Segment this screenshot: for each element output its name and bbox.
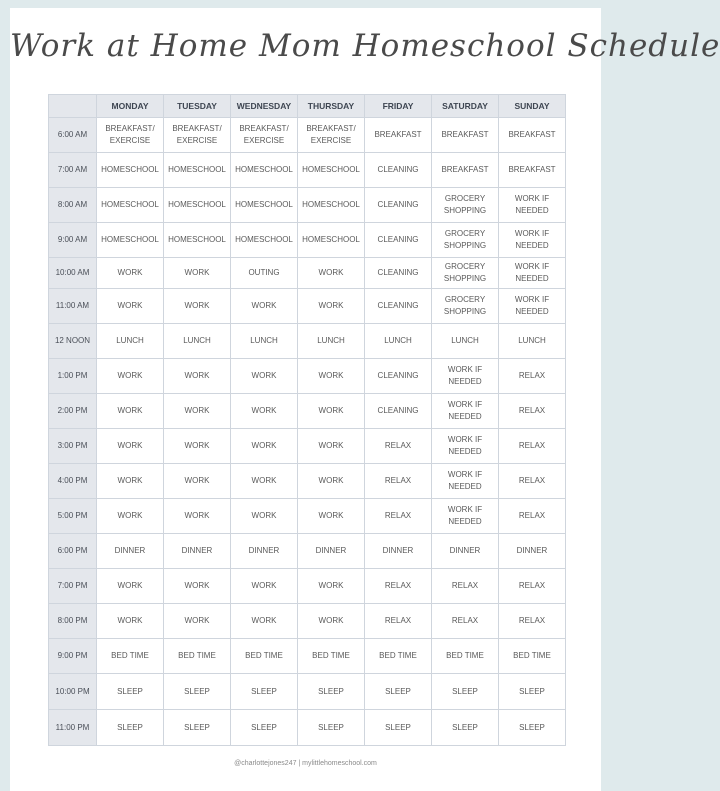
activity-cell: RELAX: [499, 394, 566, 429]
activity-cell: WORK: [164, 604, 231, 639]
activity-cell: CLEANING: [365, 258, 432, 289]
column-header-friday: FRIDAY: [365, 95, 432, 118]
activity-cell: DINNER: [97, 534, 164, 569]
column-header-tuesday: TUESDAY: [164, 95, 231, 118]
table-row: [49, 223, 566, 258]
activity-cell: RELAX: [365, 604, 432, 639]
activity-cell: WORK: [164, 289, 231, 324]
table-row: [49, 394, 566, 429]
activity-cell: GROCERY SHOPPING: [432, 258, 499, 289]
activity-cell: WORK: [298, 569, 365, 604]
activity-cell: HOMESCHOOL: [164, 223, 231, 258]
time-slot-label: 6:00 AM: [49, 118, 97, 153]
activity-cell: SLEEP: [432, 674, 499, 710]
activity-cell: WORK IF NEEDED: [432, 499, 499, 534]
table-row: [49, 324, 566, 359]
time-slot-label: 10:00 AM: [49, 258, 97, 289]
table-row: [49, 710, 566, 746]
activity-cell: BREAKFAST/ EXERCISE: [97, 118, 164, 153]
table-row: [49, 569, 566, 604]
activity-cell: HOMESCHOOL: [231, 223, 298, 258]
activity-cell: BREAKFAST: [365, 118, 432, 153]
activity-cell: SLEEP: [97, 674, 164, 710]
time-slot-label: 2:00 PM: [49, 394, 97, 429]
activity-cell: LUNCH: [298, 324, 365, 359]
column-header-sunday: SUNDAY: [499, 95, 566, 118]
activity-cell: DINNER: [164, 534, 231, 569]
activity-cell: BREAKFAST: [499, 153, 566, 188]
time-slot-label: 7:00 PM: [49, 569, 97, 604]
activity-cell: CLEANING: [365, 188, 432, 223]
table-row: [49, 604, 566, 639]
activity-cell: BED TIME: [365, 639, 432, 674]
activity-cell: LUNCH: [365, 324, 432, 359]
time-slot-label: 11:00 AM: [49, 289, 97, 324]
activity-cell: HOMESCHOOL: [164, 188, 231, 223]
table-row: [49, 429, 566, 464]
activity-cell: LUNCH: [432, 324, 499, 359]
activity-cell: CLEANING: [365, 289, 432, 324]
activity-cell: CLEANING: [365, 394, 432, 429]
activity-cell: HOMESCHOOL: [298, 223, 365, 258]
activity-cell: HOMESCHOOL: [298, 153, 365, 188]
activity-cell: WORK: [231, 289, 298, 324]
activity-cell: BED TIME: [432, 639, 499, 674]
activity-cell: DINNER: [432, 534, 499, 569]
footer-credit: @charlottejones247 | mylittlehomeschool.com: [234, 760, 377, 767]
activity-cell: BED TIME: [97, 639, 164, 674]
activity-cell: BED TIME: [231, 639, 298, 674]
activity-cell: WORK: [164, 499, 231, 534]
activity-cell: GROCERY SHOPPING: [432, 188, 499, 223]
activity-cell: HOMESCHOOL: [97, 153, 164, 188]
header-corner: [49, 95, 97, 118]
time-slot-label: 9:00 AM: [49, 223, 97, 258]
activity-cell: WORK: [97, 289, 164, 324]
time-slot-label: 4:00 PM: [49, 464, 97, 499]
time-slot-label: 9:00 PM: [49, 639, 97, 674]
activity-cell: HOMESCHOOL: [97, 223, 164, 258]
activity-cell: WORK: [164, 359, 231, 394]
activity-cell: WORK IF NEEDED: [499, 223, 566, 258]
activity-cell: CLEANING: [365, 359, 432, 394]
activity-cell: WORK: [164, 258, 231, 289]
activity-cell: WORK IF NEEDED: [432, 464, 499, 499]
activity-cell: SLEEP: [298, 710, 365, 746]
activity-cell: GROCERY SHOPPING: [432, 289, 499, 324]
time-slot-label: 8:00 PM: [49, 604, 97, 639]
activity-cell: RELAX: [432, 604, 499, 639]
activity-cell: WORK IF NEEDED: [432, 429, 499, 464]
activity-cell: WORK: [231, 569, 298, 604]
activity-cell: WORK: [231, 429, 298, 464]
time-slot-label: 3:00 PM: [49, 429, 97, 464]
activity-cell: BREAKFAST: [432, 118, 499, 153]
activity-cell: WORK: [231, 394, 298, 429]
activity-cell: WORK: [298, 394, 365, 429]
activity-cell: RELAX: [499, 464, 566, 499]
column-header-monday: MONDAY: [97, 95, 164, 118]
activity-cell: SLEEP: [499, 674, 566, 710]
activity-cell: RELAX: [499, 429, 566, 464]
activity-cell: BED TIME: [499, 639, 566, 674]
activity-cell: SLEEP: [231, 710, 298, 746]
activity-cell: WORK: [164, 464, 231, 499]
activity-cell: RELAX: [499, 499, 566, 534]
time-slot-label: 11:00 PM: [49, 710, 97, 746]
activity-cell: WORK: [298, 499, 365, 534]
activity-cell: WORK: [231, 499, 298, 534]
activity-cell: WORK: [298, 258, 365, 289]
activity-cell: BREAKFAST: [432, 153, 499, 188]
activity-cell: HOMESCHOOL: [298, 188, 365, 223]
activity-cell: RELAX: [365, 569, 432, 604]
table-row: [49, 534, 566, 569]
time-slot-label: 1:00 PM: [49, 359, 97, 394]
activity-cell: HOMESCHOOL: [231, 188, 298, 223]
schedule-table: [48, 94, 566, 746]
activity-cell: SLEEP: [97, 710, 164, 746]
table-row: [49, 639, 566, 674]
activity-cell: SLEEP: [298, 674, 365, 710]
activity-cell: RELAX: [365, 499, 432, 534]
activity-cell: WORK: [97, 499, 164, 534]
activity-cell: BREAKFAST/ EXERCISE: [298, 118, 365, 153]
activity-cell: CLEANING: [365, 223, 432, 258]
activity-cell: SLEEP: [164, 710, 231, 746]
activity-cell: WORK: [231, 604, 298, 639]
activity-cell: WORK: [164, 429, 231, 464]
activity-cell: WORK: [231, 359, 298, 394]
activity-cell: RELAX: [499, 359, 566, 394]
activity-cell: WORK: [97, 604, 164, 639]
activity-cell: RELAX: [365, 464, 432, 499]
activity-cell: DINNER: [499, 534, 566, 569]
time-slot-label: 10:00 PM: [49, 674, 97, 710]
activity-cell: DINNER: [298, 534, 365, 569]
activity-cell: SLEEP: [365, 674, 432, 710]
activity-cell: SLEEP: [432, 710, 499, 746]
activity-cell: WORK: [97, 569, 164, 604]
time-slot-label: 7:00 AM: [49, 153, 97, 188]
schedule-body: [49, 118, 566, 746]
activity-cell: SLEEP: [164, 674, 231, 710]
activity-cell: HOMESCHOOL: [97, 188, 164, 223]
activity-cell: WORK IF NEEDED: [499, 289, 566, 324]
table-row: [49, 118, 566, 153]
activity-cell: WORK: [298, 359, 365, 394]
activity-cell: WORK IF NEEDED: [432, 359, 499, 394]
activity-cell: RELAX: [499, 604, 566, 639]
activity-cell: BREAKFAST/ EXERCISE: [231, 118, 298, 153]
activity-cell: WORK: [298, 464, 365, 499]
activity-cell: HOMESCHOOL: [164, 153, 231, 188]
activity-cell: HOMESCHOOL: [231, 153, 298, 188]
activity-cell: LUNCH: [97, 324, 164, 359]
header-row: [49, 95, 566, 118]
activity-cell: WORK: [97, 359, 164, 394]
activity-cell: BED TIME: [298, 639, 365, 674]
page-title: Work at Home Mom Homeschool Schedule: [10, 28, 720, 64]
table-row: [49, 464, 566, 499]
activity-cell: SLEEP: [499, 710, 566, 746]
activity-cell: RELAX: [499, 569, 566, 604]
activity-cell: WORK: [164, 569, 231, 604]
activity-cell: WORK IF NEEDED: [432, 394, 499, 429]
column-header-saturday: SATURDAY: [432, 95, 499, 118]
activity-cell: WORK: [298, 604, 365, 639]
activity-cell: DINNER: [231, 534, 298, 569]
time-slot-label: 8:00 AM: [49, 188, 97, 223]
activity-cell: CLEANING: [365, 153, 432, 188]
activity-cell: OUTING: [231, 258, 298, 289]
activity-cell: WORK: [97, 464, 164, 499]
table-row: [49, 289, 566, 324]
activity-cell: LUNCH: [231, 324, 298, 359]
activity-cell: WORK: [298, 289, 365, 324]
table-row: [49, 258, 566, 289]
activity-cell: WORK: [97, 394, 164, 429]
table-row: [49, 499, 566, 534]
activity-cell: WORK: [97, 429, 164, 464]
activity-cell: BED TIME: [164, 639, 231, 674]
activity-cell: RELAX: [365, 429, 432, 464]
column-header-wednesday: WEDNESDAY: [231, 95, 298, 118]
time-slot-label: 6:00 PM: [49, 534, 97, 569]
activity-cell: BREAKFAST/ EXERCISE: [164, 118, 231, 153]
table-row: [49, 359, 566, 394]
activity-cell: WORK IF NEEDED: [499, 188, 566, 223]
time-slot-label: 5:00 PM: [49, 499, 97, 534]
activity-cell: RELAX: [432, 569, 499, 604]
column-header-thursday: THURSDAY: [298, 95, 365, 118]
activity-cell: BREAKFAST: [499, 118, 566, 153]
activity-cell: SLEEP: [365, 710, 432, 746]
activity-cell: LUNCH: [164, 324, 231, 359]
activity-cell: GROCERY SHOPPING: [432, 223, 499, 258]
table-row: [49, 188, 566, 223]
schedule-sheet: [10, 8, 720, 791]
activity-cell: SLEEP: [231, 674, 298, 710]
time-slot-label: 12 NOON: [49, 324, 97, 359]
table-row: [49, 153, 566, 188]
table-row: [49, 674, 566, 710]
activity-cell: WORK: [164, 394, 231, 429]
activity-cell: WORK: [231, 464, 298, 499]
activity-cell: DINNER: [365, 534, 432, 569]
activity-cell: WORK: [298, 429, 365, 464]
activity-cell: WORK IF NEEDED: [499, 258, 566, 289]
activity-cell: LUNCH: [499, 324, 566, 359]
activity-cell: WORK: [97, 258, 164, 289]
